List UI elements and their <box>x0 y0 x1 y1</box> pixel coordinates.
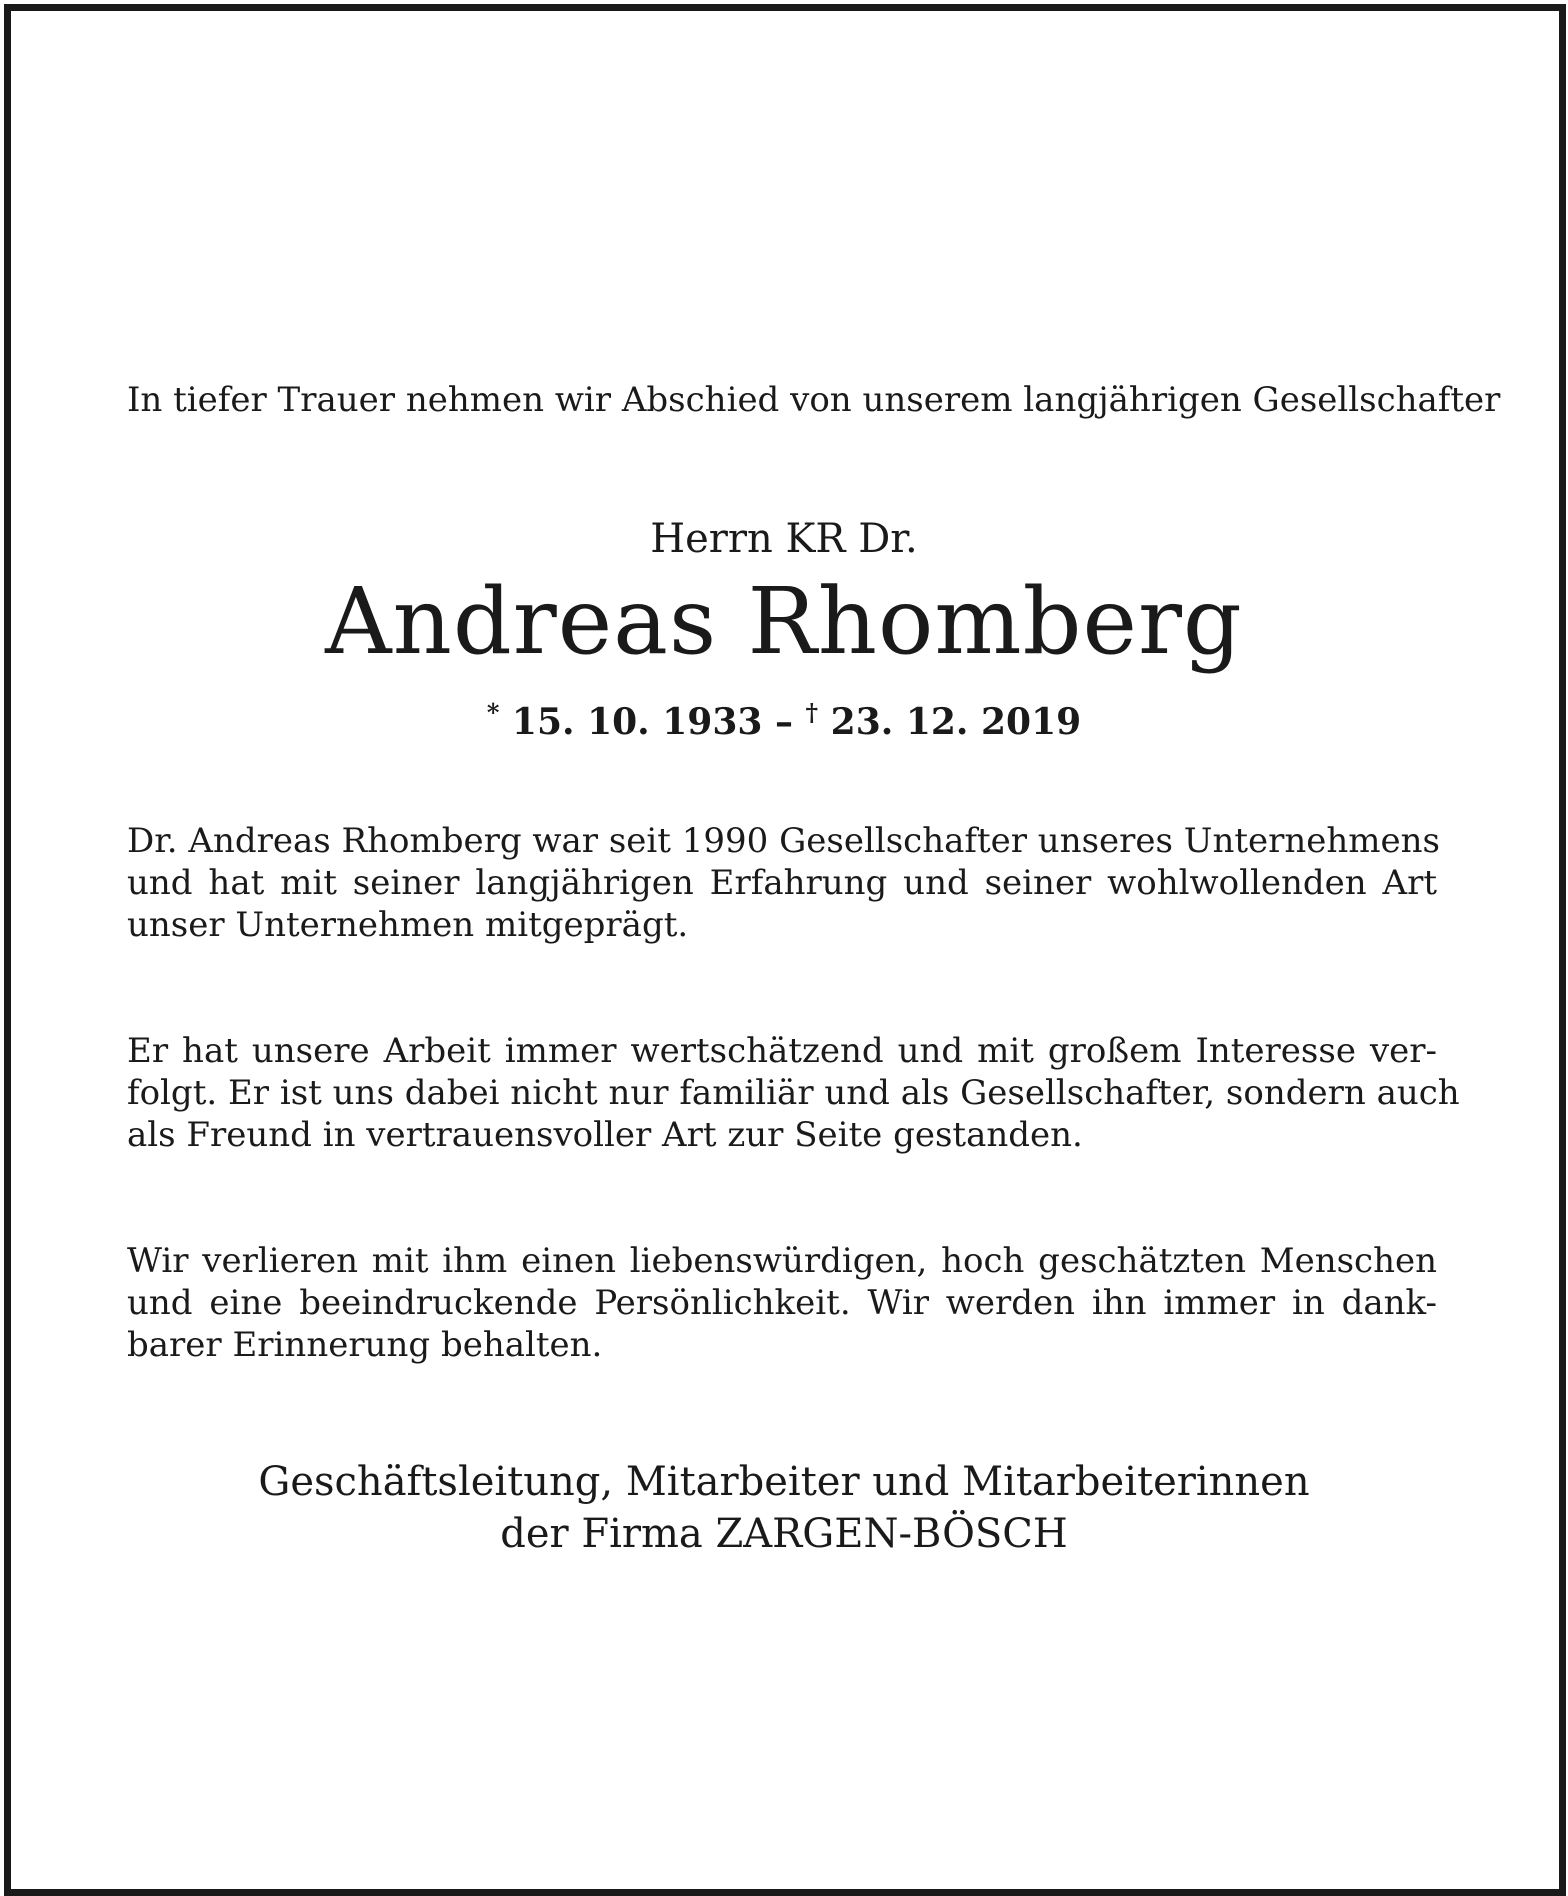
paragraph-3 <box>127 1240 1437 1366</box>
paragraph-2 <box>127 1030 1460 1156</box>
paragraph-line: barer Erinnerung behalten. <box>127 1325 603 1365</box>
death-date: 23. 12. 2019 <box>830 701 1082 743</box>
paragraph-line: Wir verlieren mit ihm einen liebenswürdigen, hoch geschätzten Menschen <box>127 1241 1437 1281</box>
birth-date: 15. 10. 1933 <box>511 701 763 743</box>
paragraph-1 <box>127 820 1441 946</box>
paragraph-line: unser Unternehmen mitgeprägt. <box>127 905 689 945</box>
life-dates <box>0 698 1568 746</box>
deceased-name: Andreas Rhomberg <box>325 568 1243 675</box>
signature-line-1: Geschäftsleitung, Mitarbeiter und Mitarbeiterinnen <box>258 1459 1310 1505</box>
date-separator: – <box>775 701 806 743</box>
intro-text: In tiefer Trauer nehmen wir Abschied von unserem langjährigen Gesellschafter <box>127 380 1501 420</box>
paragraph-line: Dr. Andreas Rhomberg war seit 1990 Gesellschafter unseres Unternehmens <box>127 821 1441 861</box>
birth-mark: * <box>486 698 500 727</box>
signature-block <box>0 1456 1568 1560</box>
paragraph-line: und hat mit seiner langjährigen Erfahrung und seiner wohlwollenden Art <box>127 863 1437 903</box>
paragraph-line: und eine beeindruckende Persönlichkeit. Wir werden ihn immer in dank- <box>127 1283 1437 1323</box>
honorific: Herrn KR Dr. <box>650 516 918 562</box>
paragraph-line: Er hat unsere Arbeit immer wertschätzend und mit großem Interesse ver- <box>127 1031 1437 1071</box>
signature-line-2: der Firma ZARGEN-BÖSCH <box>500 1511 1068 1557</box>
death-mark: † <box>805 698 819 727</box>
paragraph-line: als Freund in vertrauensvoller Art zur Seite gestanden. <box>127 1115 1083 1155</box>
notice-border <box>4 4 1566 1896</box>
paragraph-line: folgt. Er ist uns dabei nicht nur familiär und als Gesellschafter, sondern auch <box>127 1073 1460 1113</box>
